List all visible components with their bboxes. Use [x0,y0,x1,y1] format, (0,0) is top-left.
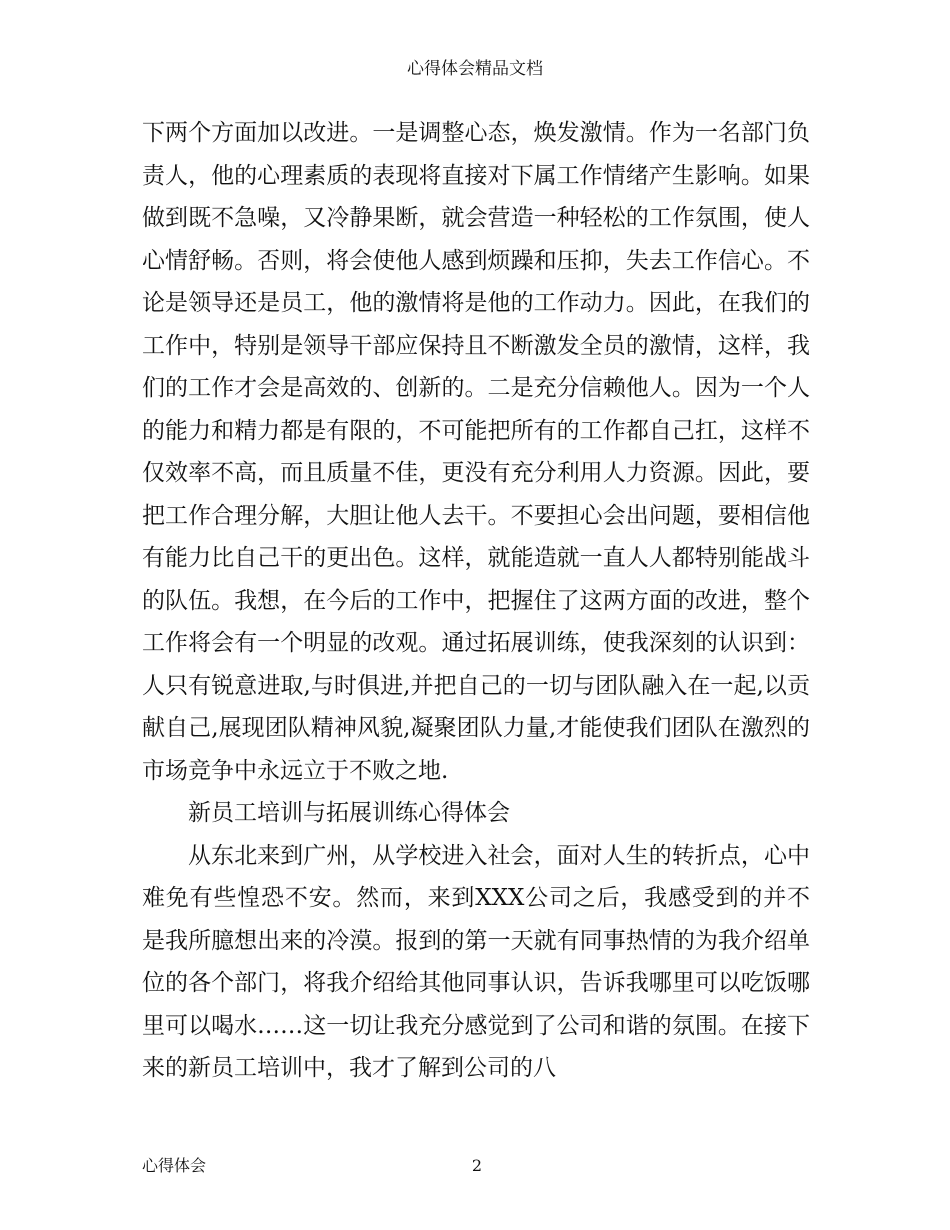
page-header-title: 心得体会精品文档 [407,59,543,79]
footer-label: 心得体会 [142,1156,207,1175]
page-number: 2 [471,1156,483,1175]
paragraph-new: 从东北来到广州，从学校进入社会，面对人生的转折点，心中难免有些惶恐不安。然而，来到XXX公司之后，我感受到的并不是我所臆想出来的冷漠。报到的第一天就有同事热情的为我介绍单位的各个部门，将我介绍给其他同事认识，告诉我哪里可以吃饭哪里可以喝水……这一切让我充分感觉到了公司和谐的氛围。在接下来的新员工培训中，我才了解到公司的八 [142,842,810,1081]
section-title: 新员工培训与拓展训练心得体会 [188,800,510,826]
paragraph-continued: 下两个方面加以改进。一是调整心态，焕发激情。作为一名部门负责人，他的心理素质的表现将直接对下属工作情绪产生影响。如果做到既不急噪，又冷静果断，就会营造一种轻松的工作氛围，使人心情舒畅。否则，将会使他人感到烦躁和压抑，失去工作信心。不论是领导还是员工，他的激情将是他的工作动力。因此，在我们的工作中，特别是领导干部应保持且不断激发全员的激情，这样，我们的工作才会是高效的、创新的。二是充分信赖他人。因为一个人的能力和精力都是有限的，不可能把所有的工作都自己扛，这样不仅效率不高，而且质量不佳，更没有充分利用人力资源。因此，要把工作合理分解，大胆让他人去干。不要担心会出问题，要相信他有能力比自己干的更出色。这样，就能造就一直人人都特别能战斗的队伍。我想，在今后的工作中，把握住了这两方面的改进，整个工作将会有一个明显的改观。通过拓展训练，使我深刻的认识到：人只有锐意进取,与时俱进,并把自己的一切与团队融入在一起,以贡献自己,展现团队精神风貌,凝聚团队力量,才能使我们团队在激烈的市场竞争中永远立于不败之地. [142,120,810,784]
document-body [142,112,810,1090]
